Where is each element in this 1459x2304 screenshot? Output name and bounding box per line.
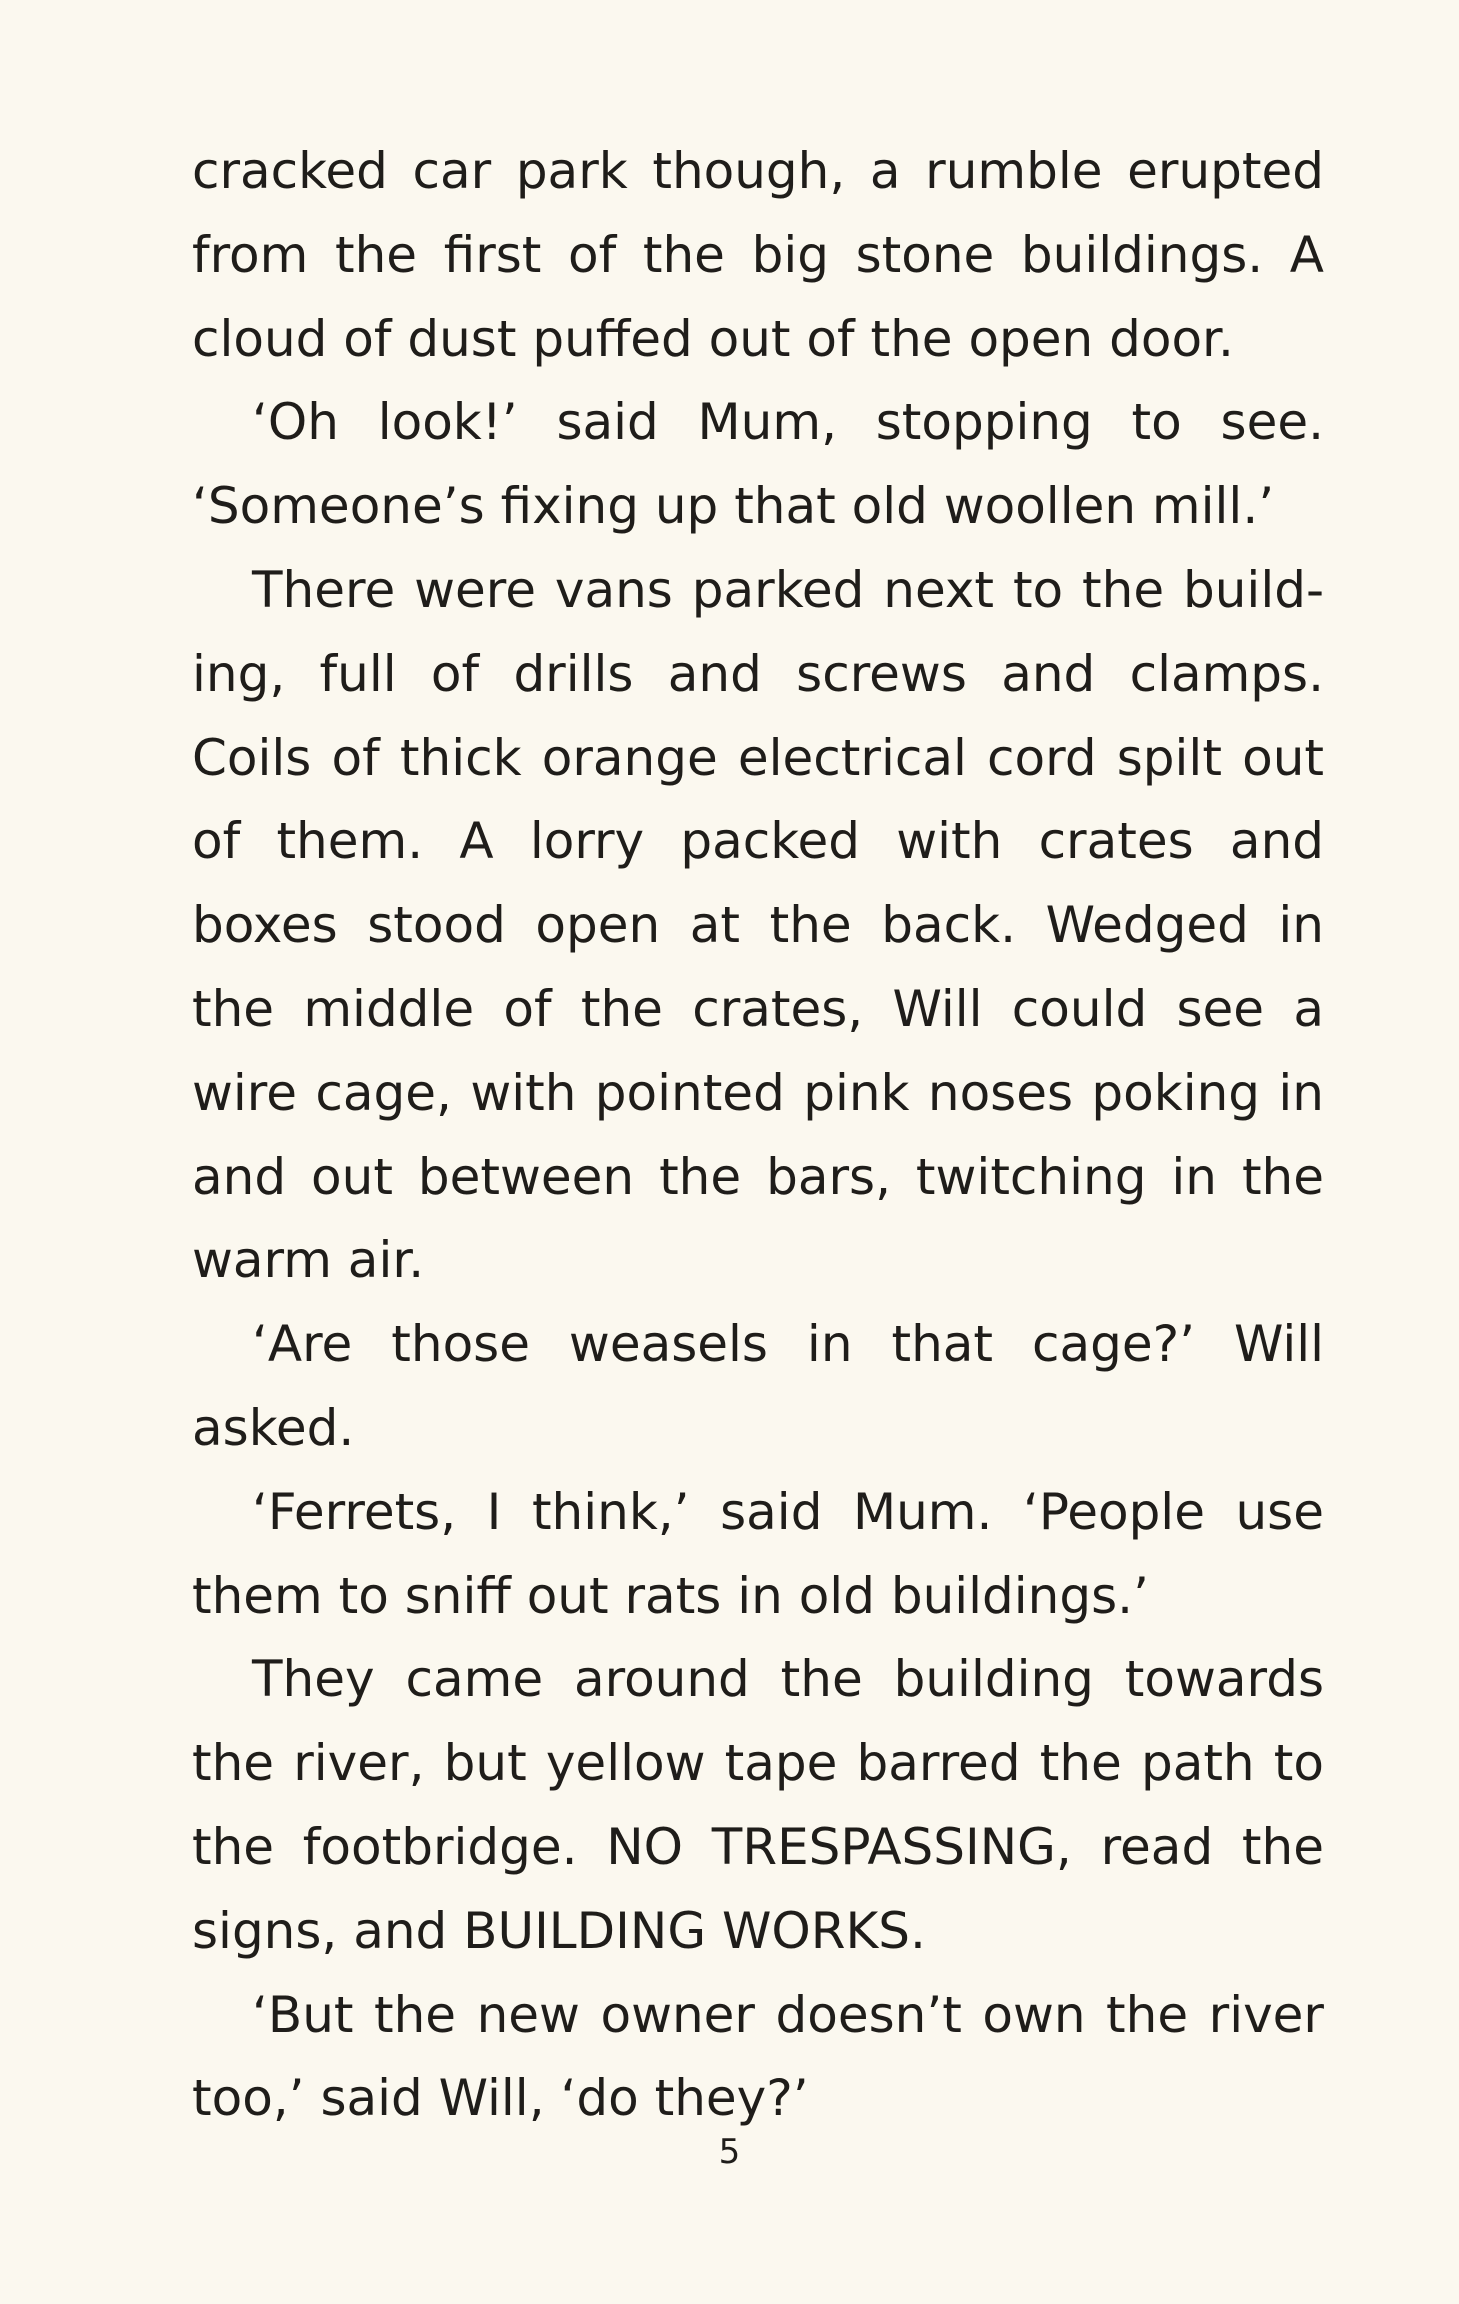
paragraph: ‘But the new owner doesn’t own the river too,’ said Will, ‘do they?’ [192, 1985, 1324, 2128]
paragraph: ‘Ferrets, I think,’ said Mum. ‘People use them to sniff out rats in old buildings.’ [192, 1482, 1324, 1625]
body-text [192, 130, 1324, 2141]
paragraph: ‘Oh look!’ said Mum, stopping to see. ‘Someone’s fixing up that old woollen mill.’ [192, 393, 1324, 536]
paragraph: They came around the building towards the river, but yellow tape barred the path to the footbridge. NO TRESPASSING, read the signs, and BUILDING WORKS. [192, 1650, 1324, 1960]
page-number: 5 [718, 2132, 741, 2172]
paragraph: There were vans parked next to the build-ing, full of drills and screws and clamps. Coils of thick orange electrical cord spilt out of them. A lorry packed with crates and boxes stood open at the back. Wedged in the middle of the crates, Will could see a wire cage, with pointed pink noses poking in and out between the bars, twitching in the warm air. [192, 560, 1324, 1290]
paragraph-continued: cracked car park though, a rumble erupted from the first of the big stone buildings. A cloud of dust puffed out of the open door. [192, 142, 1324, 368]
paragraph: ‘Are those weasels in that cage?’ Will asked. [192, 1315, 1324, 1457]
